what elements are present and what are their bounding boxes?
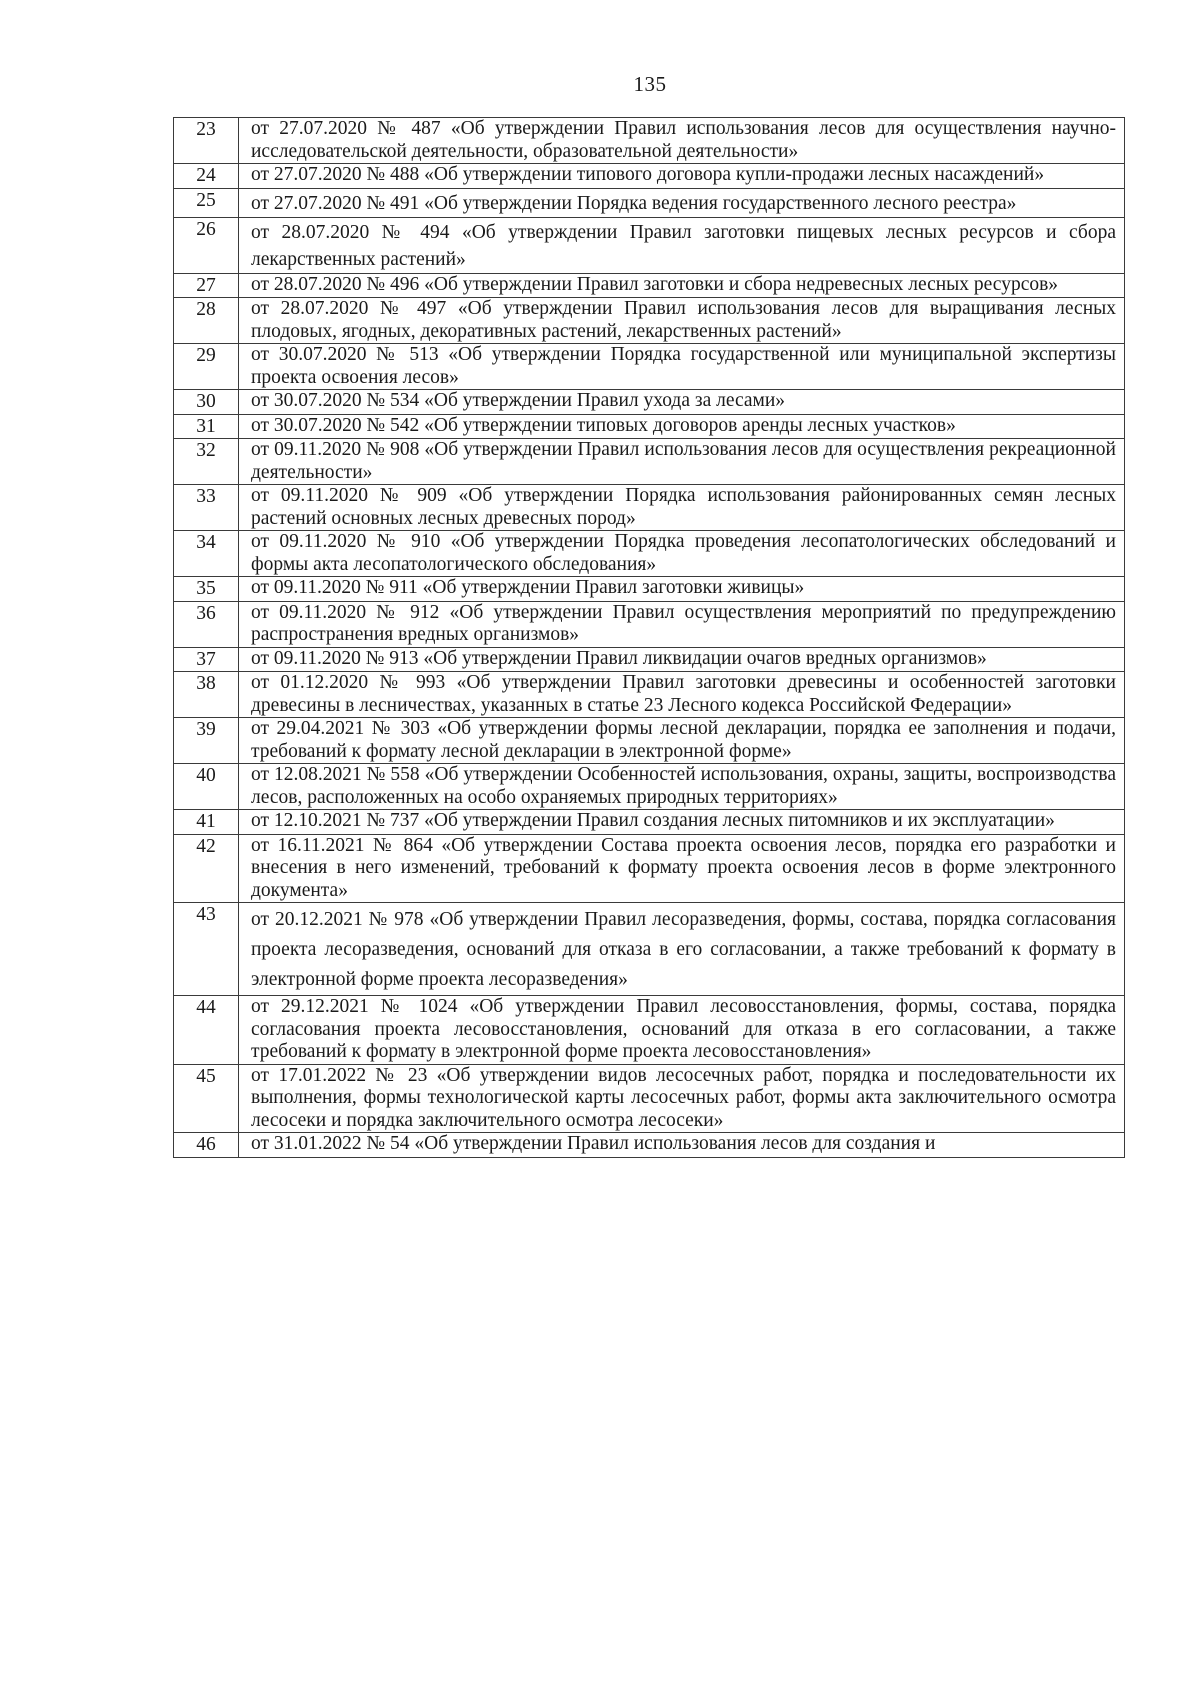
row-number: 30 xyxy=(174,390,239,415)
row-text: от 09.11.2020 № 913 «Об утверждении Правил ликвидации очагов вредных организмов» xyxy=(239,647,1125,672)
row-text: от 09.11.2020 № 911 «Об утверждении Правил заготовки живицы» xyxy=(239,577,1125,602)
row-number: 25 xyxy=(174,188,239,217)
row-text: от 09.11.2020 № 909 «Об утверждении Порядка использования районированных семян лесных растений основных лесных древесных пород» xyxy=(239,485,1125,531)
row-number: 29 xyxy=(174,344,239,390)
row-text: от 29.04.2021 № 303 «Об утверждении формы лесной декларации, порядка ее заполнения и подачи, требований к формату лесной декларации в электронной форме» xyxy=(239,718,1125,764)
table-row xyxy=(174,601,1125,647)
table-row xyxy=(174,217,1125,273)
row-text: от 09.11.2020 № 912 «Об утверждении Правил осуществления мероприятий по предупреждению распространения вредных организмов» xyxy=(239,601,1125,647)
regulations-table xyxy=(173,117,1125,1158)
row-text: от 27.07.2020 № 487 «Об утверждении Правил использования лесов для осуществления научно-исследовательской деятельности, образовательной деятельности» xyxy=(239,118,1125,164)
row-number: 24 xyxy=(174,164,239,189)
row-text: от 30.07.2020 № 513 «Об утверждении Порядка государственной или муниципальной экспертизы проекта освоения лесов» xyxy=(239,344,1125,390)
row-text: от 20.12.2021 № 978 «Об утверждении Правил лесоразведения, формы, состава, порядка согласования проекта лесоразведения, оснований для отказа в его согласовании, а также требований к формату в электронной форме проекта лесоразведения» xyxy=(239,903,1125,996)
row-text: от 28.07.2020 № 497 «Об утверждении Правил использования лесов для выращивания лесных плодовых, ягодных, декоративных растений, лекарственных растений» xyxy=(239,298,1125,344)
table-row xyxy=(174,390,1125,415)
row-number: 33 xyxy=(174,485,239,531)
row-number: 45 xyxy=(174,1064,239,1133)
row-number: 32 xyxy=(174,439,239,485)
row-number: 43 xyxy=(174,903,239,996)
row-number: 27 xyxy=(174,273,239,298)
row-text: от 27.07.2020 № 488 «Об утверждении типового договора купли-продажи лесных насаждений» xyxy=(239,164,1125,189)
row-number: 41 xyxy=(174,810,239,835)
row-text: от 12.10.2021 № 737 «Об утверждении Правил создания лесных питомников и их эксплуатации» xyxy=(239,810,1125,835)
row-number: 42 xyxy=(174,834,239,903)
row-text: от 16.11.2021 № 864 «Об утверждении Состава проекта освоения лесов, порядка его разработки и внесения в него изменений, требований к формату проекта освоения лесов в форме электронного документа» xyxy=(239,834,1125,903)
row-text: от 17.01.2022 № 23 «Об утверждении видов лесосечных работ, порядка и последовательности их выполнения, формы технологической карты лесосечных работ, формы акта заключительного осмотра лесосеки и порядка заключительного осмотра лесосеки» xyxy=(239,1064,1125,1133)
row-number: 35 xyxy=(174,577,239,602)
row-text: от 30.07.2020 № 542 «Об утверждении типовых договоров аренды лесных участков» xyxy=(239,414,1125,439)
table-row xyxy=(174,810,1125,835)
row-text: от 28.07.2020 № 494 «Об утверждении Правил заготовки пищевых лесных ресурсов и сбора лекарственных растений» xyxy=(239,217,1125,273)
table-row xyxy=(174,834,1125,903)
row-text: от 31.01.2022 № 54 «Об утверждении Правил использования лесов для создания и xyxy=(239,1133,1125,1158)
row-number: 28 xyxy=(174,298,239,344)
row-number: 44 xyxy=(174,996,239,1065)
table-row xyxy=(174,577,1125,602)
table-row xyxy=(174,764,1125,810)
row-text: от 09.11.2020 № 908 «Об утверждении Правил использования лесов для осуществления рекреационной деятельности» xyxy=(239,439,1125,485)
table-row xyxy=(174,273,1125,298)
table-row xyxy=(174,531,1125,577)
table-row xyxy=(174,1064,1125,1133)
row-text: от 30.07.2020 № 534 «Об утверждении Правил ухода за лесами» xyxy=(239,390,1125,415)
table-row xyxy=(174,672,1125,718)
row-number: 34 xyxy=(174,531,239,577)
table-row xyxy=(174,118,1125,164)
table-row xyxy=(174,414,1125,439)
table-row xyxy=(174,439,1125,485)
table-row xyxy=(174,903,1125,996)
table-row xyxy=(174,164,1125,189)
row-text: от 12.08.2021 № 558 «Об утверждении Особенностей использования, охраны, защиты, воспроизводства лесов, расположенных на особо охраняемых природных территориях» xyxy=(239,764,1125,810)
table-row xyxy=(174,1133,1125,1158)
row-number: 26 xyxy=(174,217,239,273)
row-number: 46 xyxy=(174,1133,239,1158)
row-number: 36 xyxy=(174,601,239,647)
table-row xyxy=(174,344,1125,390)
row-number: 23 xyxy=(174,118,239,164)
table-row xyxy=(174,647,1125,672)
row-number: 40 xyxy=(174,764,239,810)
table-row xyxy=(174,718,1125,764)
table-row xyxy=(174,996,1125,1065)
row-text: от 09.11.2020 № 910 «Об утверждении Порядка проведения лесопатологических обследований и формы акта лесопатологического обследования» xyxy=(239,531,1125,577)
row-text: от 29.12.2021 № 1024 «Об утверждении Правил лесовосстановления, формы, состава, порядка согласования проекта лесовосстановления, оснований для отказа в его согласовании, а также требований к формату в электронной форме проекта лесовосстановления» xyxy=(239,996,1125,1065)
row-text: от 28.07.2020 № 496 «Об утверждении Правил заготовки и сбора недревесных лесных ресурсов» xyxy=(239,273,1125,298)
table-row xyxy=(174,298,1125,344)
row-text: от 01.12.2020 № 993 «Об утверждении Правил заготовки древесины и особенностей заготовки древесины в лесничествах, указанных в статье 23 Лесного кодекса Российской Федерации» xyxy=(239,672,1125,718)
row-number: 31 xyxy=(174,414,239,439)
table-row xyxy=(174,188,1125,217)
row-number: 38 xyxy=(174,672,239,718)
row-number: 39 xyxy=(174,718,239,764)
page-number: 135 xyxy=(633,72,667,96)
row-number: 37 xyxy=(174,647,239,672)
table-row xyxy=(174,485,1125,531)
row-text: от 27.07.2020 № 491 «Об утверждении Порядка ведения государственного лесного реестра» xyxy=(239,188,1125,217)
